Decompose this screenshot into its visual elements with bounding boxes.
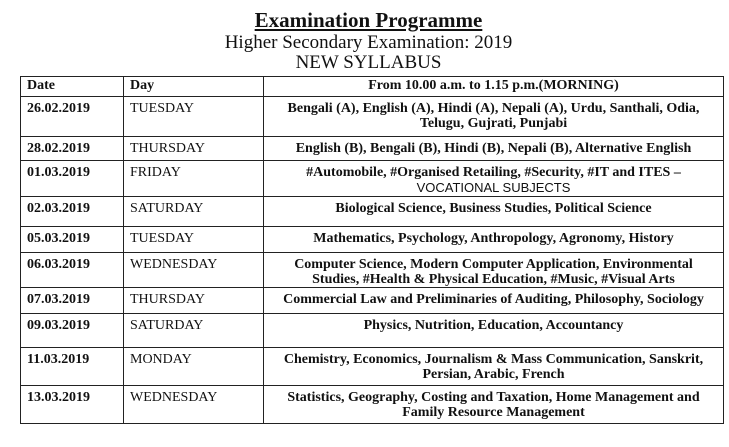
vocational-note: VOCATIONAL SUBJECTS	[416, 180, 571, 195]
row-day: TUESDAY	[124, 227, 264, 253]
row-subjects: Commercial Law and Preliminaries of Auditing, Philosophy, Sociology	[264, 288, 724, 314]
table-row	[21, 253, 724, 288]
table-row	[21, 348, 724, 386]
document-title: Examination Programme	[254, 8, 483, 32]
row-day: THURSDAY	[124, 288, 264, 314]
table-row	[21, 288, 724, 314]
row-date: 05.03.2019	[21, 227, 124, 253]
table-row	[21, 386, 724, 424]
row-date: 28.02.2019	[21, 137, 124, 161]
table-row	[21, 227, 724, 253]
table-row	[21, 137, 724, 161]
row-date: 07.03.2019	[21, 288, 124, 314]
row-subjects: Bengali (A), English (A), Hindi (A), Nepali (A), Urdu, Santhali, Odia, Telugu, Gujrati, Punjabi	[264, 97, 724, 137]
column-header-date: Date	[21, 77, 124, 97]
row-subjects: Chemistry, Economics, Journalism & Mass Communication, Sanskrit, Persian, Arabic, French	[264, 348, 724, 386]
column-header-subjects: From 10.00 a.m. to 1.15 p.m.(MORNING)	[264, 77, 724, 97]
row-date: 06.03.2019	[21, 253, 124, 288]
row-day: WEDNESDAY	[124, 253, 264, 288]
table-header-row	[21, 77, 724, 97]
row-date: 02.03.2019	[21, 197, 124, 227]
row-day: TUESDAY	[124, 97, 264, 137]
column-header-day: Day	[124, 77, 264, 97]
exam-schedule-table	[20, 76, 724, 424]
table-row	[21, 197, 724, 227]
row-day: SATURDAY	[124, 314, 264, 348]
row-subjects: Computer Science, Modern Computer Application, Environmental Studies, #Health & Physical Education, #Music, #Visual Arts	[264, 253, 724, 288]
row-subjects: Mathematics, Psychology, Anthropology, Agronomy, History	[264, 227, 724, 253]
row-date: 01.03.2019	[21, 161, 124, 197]
row-day: SATURDAY	[124, 197, 264, 227]
document-subtitle: Higher Secondary Examination: 2019	[224, 32, 513, 53]
row-subjects: English (B), Bengali (B), Hindi (B), Nepali (B), Alternative English	[264, 137, 724, 161]
row-subjects-cell	[264, 161, 724, 197]
row-date: 26.02.2019	[21, 97, 124, 137]
row-date: 09.03.2019	[21, 314, 124, 348]
row-subjects: Biological Science, Business Studies, Political Science	[264, 197, 724, 227]
row-subjects: Statistics, Geography, Costing and Taxation, Home Management and Family Resource Management	[264, 386, 724, 424]
row-day: WEDNESDAY	[124, 386, 264, 424]
table-row	[21, 314, 724, 348]
syllabus-label: NEW SYLLABUS	[295, 52, 442, 73]
row-date: 11.03.2019	[21, 348, 124, 386]
row-subjects: Physics, Nutrition, Education, Accountancy	[264, 314, 724, 348]
table-row	[21, 97, 724, 137]
table-row	[21, 161, 724, 197]
row-day: MONDAY	[124, 348, 264, 386]
document-header	[0, 8, 729, 73]
row-day: THURSDAY	[124, 137, 264, 161]
row-subjects: #Automobile, #Organised Retailing, #Security, #IT and ITES –	[306, 165, 681, 180]
row-date: 13.03.2019	[21, 386, 124, 424]
row-day: FRIDAY	[124, 161, 264, 197]
